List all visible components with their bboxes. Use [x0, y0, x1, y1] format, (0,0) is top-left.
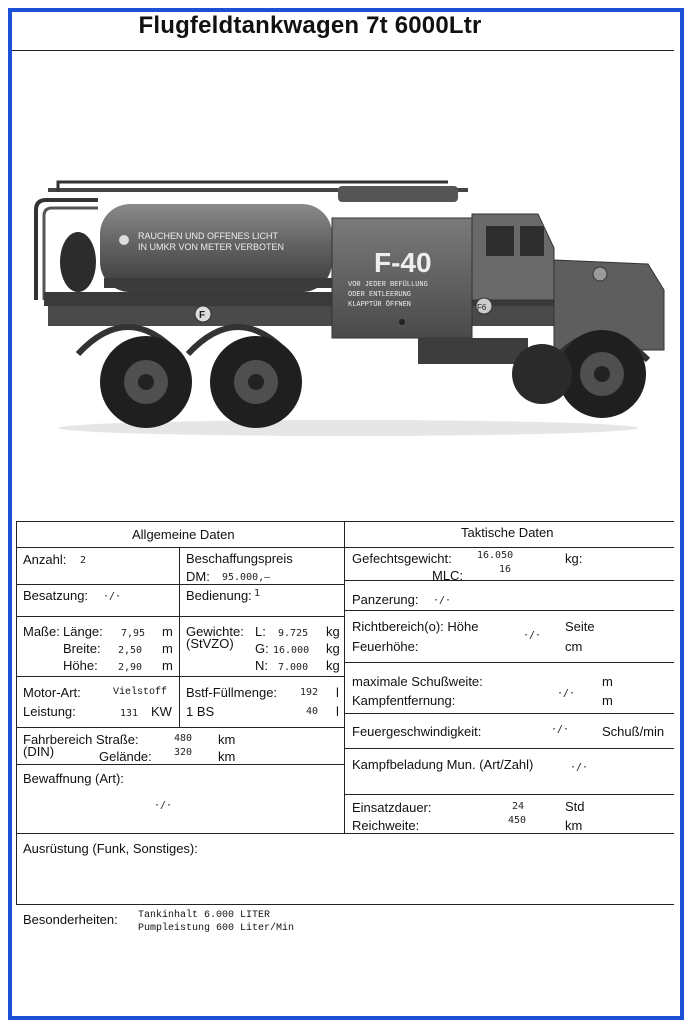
- preis-label: Beschaffungspreis: [186, 551, 293, 566]
- kampfentfernung-label: Kampfentfernung:: [352, 693, 456, 708]
- hoehe-value: 2,90: [118, 662, 143, 673]
- left-rule-5: [16, 764, 344, 765]
- reichweite-unit: km: [565, 818, 583, 833]
- gelaende-value: 320: [174, 747, 193, 758]
- fahrbereich-label: Fahrbereich Straße:: [23, 732, 139, 747]
- right-rule-3: [344, 662, 674, 663]
- kampfbeladung-label: Kampfbeladung Mun. (Art/Zahl): [352, 757, 534, 772]
- right-rule-5: [344, 748, 674, 749]
- gefechtsgewicht-label: Gefechtsgewicht:: [352, 551, 452, 566]
- dm-label: DM:: [186, 569, 210, 584]
- left-col-divider: [179, 547, 180, 727]
- masse-label: Maße:: [23, 624, 60, 639]
- bewaffnung-value: ·/·: [154, 800, 173, 811]
- panzerung-value: ·/·: [433, 595, 452, 606]
- right-rule-1: [344, 580, 674, 581]
- right-rule-4: [344, 713, 674, 714]
- feuerhoehe-unit: cm: [565, 639, 583, 654]
- reichweite-label: Reichweite:: [352, 818, 420, 833]
- n-value: 7.000: [278, 662, 309, 673]
- feuerhoehe-label: Feuerhöhe:: [352, 639, 419, 654]
- feuergeschw-label: Feuergeschwindigkeit:: [352, 724, 482, 739]
- anzahl-value: 2: [80, 555, 87, 566]
- header-bottom-rule: [16, 547, 674, 548]
- gewichte-label: Gewichte:: [186, 624, 244, 639]
- bewaffnung-label: Bewaffnung (Art):: [23, 771, 124, 786]
- right-rule-6: [344, 794, 674, 795]
- n-label: N:: [255, 658, 268, 673]
- bottom-rule-1: [16, 833, 674, 834]
- f6-marking: F6: [477, 303, 487, 312]
- f-marking: F: [199, 310, 206, 321]
- tank-sign-line1: RAUCHEN UND OFFENES LICHT: [138, 231, 279, 241]
- bstf-value: 192: [300, 687, 319, 698]
- right-header: Taktische Daten: [461, 525, 554, 540]
- kampfbeladung-value: ·/·: [570, 762, 589, 773]
- richtbereich-label: Richtbereich(o): Höhe: [352, 619, 479, 634]
- mlc-value: 16: [499, 564, 512, 575]
- tank-sign-line2: IN UMKR VON METER VERBOTEN: [138, 242, 285, 252]
- door-line3: KLAPPTÜR ÖFFNEN: [348, 301, 412, 309]
- ausruestung-label: Ausrüstung (Funk, Sonstiges):: [23, 841, 198, 856]
- g-label: G:: [255, 641, 269, 656]
- g-unit: kg: [326, 641, 340, 656]
- door-line1: VOR JEDER BEFÜLLUNG: [348, 281, 428, 289]
- motor-value: Vielstoff: [113, 687, 168, 698]
- l-unit: kg: [326, 624, 340, 639]
- strasse-unit: km: [218, 732, 236, 747]
- richtbereich-value: ·/·: [523, 630, 542, 641]
- left-rule-1: [16, 584, 344, 585]
- einsatzdauer-value: 24: [512, 801, 525, 812]
- bstf-unit: l: [336, 685, 339, 700]
- hoehe-unit: m: [162, 658, 173, 673]
- gefechtsgewicht-unit: kg:: [565, 551, 583, 566]
- bedienung-value: 1: [254, 588, 261, 599]
- besonderheiten-label: Besonderheiten:: [23, 912, 118, 927]
- schussweite-unit: m: [602, 674, 613, 689]
- seite-label: Seite: [565, 619, 595, 634]
- gelaende-unit: km: [218, 749, 236, 764]
- kampfentfernung-unit: m: [602, 693, 613, 708]
- stvzo-label: (StVZO): [186, 636, 234, 651]
- left-rule-2: [16, 616, 344, 617]
- n-unit: kg: [326, 658, 340, 673]
- einsatzdauer-unit: Std: [565, 799, 585, 814]
- anzahl-label: Anzahl:: [23, 552, 67, 567]
- breite-unit: m: [162, 641, 173, 656]
- vehicle-code: F-40: [374, 247, 432, 278]
- left-rule-3: [16, 676, 344, 677]
- besatzung-label: Besatzung:: [23, 588, 89, 603]
- panzerung-label: Panzerung:: [352, 592, 419, 607]
- left-header: Allgemeine Daten: [132, 527, 235, 542]
- laenge-label: Länge:: [63, 624, 103, 639]
- title-rule: [12, 50, 674, 51]
- laenge-value: 7,95: [121, 628, 146, 639]
- feuergeschw-value: ·/·: [551, 724, 570, 735]
- page-title: Flugfeldtankwagen 7t 6000Ltr: [138, 12, 482, 39]
- schussweite-value: ·/·: [557, 688, 576, 699]
- laenge-unit: m: [162, 624, 173, 639]
- bs-label: 1 BS: [186, 704, 215, 719]
- gelaende-label: Gelände:: [99, 749, 152, 764]
- g-value: 16.000: [273, 645, 310, 656]
- hoehe-label: Höhe:: [63, 658, 98, 673]
- table-top-rule: [16, 521, 674, 522]
- reichweite-value: 450: [508, 815, 527, 826]
- besatzung-value: ·/·: [103, 591, 122, 602]
- door-line2: ODER ENTLEERUNG: [348, 291, 412, 299]
- motor-label: Motor-Art:: [23, 685, 81, 700]
- feuergeschw-unit: Schuß/min: [602, 724, 665, 739]
- table-center-divider: [344, 521, 345, 834]
- left-rule-4: [16, 727, 344, 728]
- mlc-label: MLC:: [432, 568, 464, 583]
- bottom-rule-2: [16, 904, 674, 905]
- leistung-label: Leistung:: [23, 704, 76, 719]
- bs-value: 40: [306, 706, 319, 717]
- gefechtsgewicht-value: 16.050: [477, 550, 514, 561]
- breite-label: Breite:: [63, 641, 101, 656]
- din-label: (DIN): [23, 744, 55, 759]
- l-label: L:: [255, 624, 266, 639]
- bs-unit: l: [336, 704, 339, 719]
- l-value: 9.725: [278, 628, 309, 639]
- right-rule-2: [344, 610, 674, 611]
- dm-value: 95.000,—: [222, 572, 271, 583]
- leistung-unit: KW: [151, 704, 172, 719]
- vehicle-photo: [18, 160, 674, 460]
- bstf-label: Bstf-Füllmenge:: [186, 685, 278, 700]
- breite-value: 2,50: [118, 645, 143, 656]
- bedienung-label: Bedienung:: [186, 588, 252, 603]
- table-left-border: [16, 521, 17, 904]
- besonderheiten-line2: Pumpleistung 600 Liter/Min: [138, 923, 295, 934]
- schussweite-label: maximale Schußweite:: [352, 674, 483, 689]
- leistung-value: 131: [120, 708, 139, 719]
- einsatzdauer-label: Einsatzdauer:: [352, 800, 432, 815]
- strasse-value: 480: [174, 733, 193, 744]
- besonderheiten-line1: Tankinhalt 6.000 LITER: [138, 910, 271, 921]
